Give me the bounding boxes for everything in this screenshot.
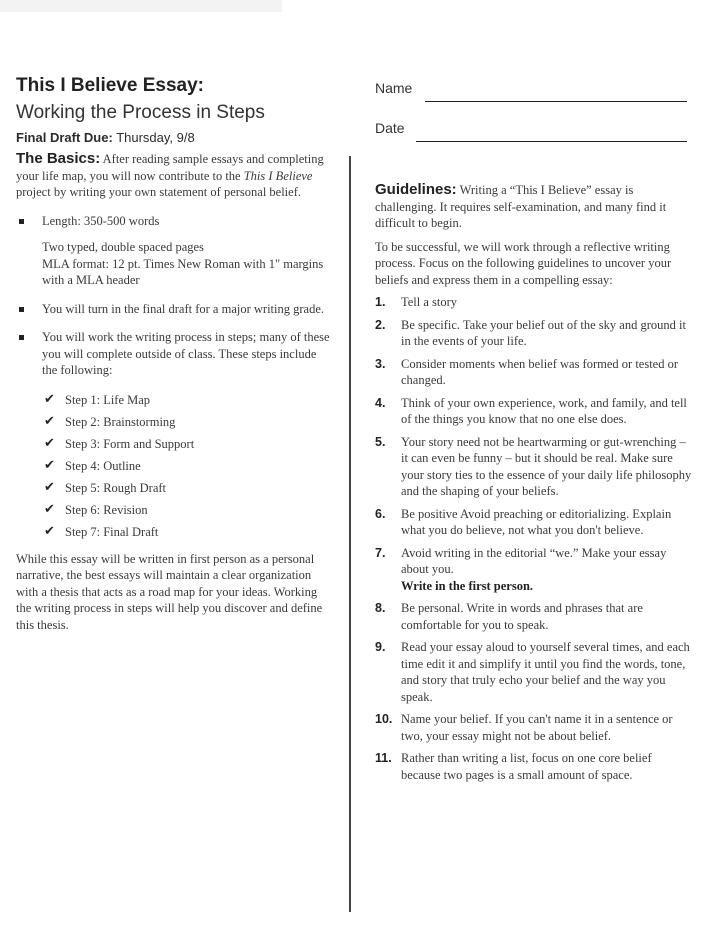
guideline-text: Be specific. Take your belief out of the sky and ground it in the events of your life. [401,317,686,348]
bullet-subline: Two typed, double spaced pages [42,240,204,254]
basics-heading: The Basics: [16,150,101,167]
step-item [16,499,334,521]
guideline-item [375,600,693,633]
checkmark-icon: ✔ [44,391,55,407]
due-date [16,129,334,147]
right-column [375,80,693,789]
checkmark-icon: ✔ [44,501,55,517]
bullet-text: You will turn in the final draft for a major writing grade. [42,301,325,316]
due-value: Thursday, 9/8 [116,130,195,145]
guidelines-section [375,182,693,783]
guideline-number: 1. [375,295,386,309]
step-label: Step 3: Form and Support [65,436,195,451]
guidelines-intro [375,182,693,232]
guideline-item [375,545,693,595]
guidelines-para: To be successful, we will work through a reflective writing process. Focus on the following guidelines to uncover your beliefs and express them in a compelling essay: [375,239,672,287]
guideline-text: Think of your own experience, work, and family, and tell of the things you know that no one else does. [401,395,687,426]
bullet-subline: MLA format: 12 pt. Times New Roman with 1" margins with a MLA header [42,256,324,287]
guidelines-heading: Guidelines: [375,181,457,198]
guideline-item [375,711,693,744]
step-item [16,521,334,543]
step-item [16,455,334,477]
date-input-line[interactable] [416,141,687,143]
basics-intro-a: After reading sample essays and completing your life map, you will now contribute to the [16,152,324,183]
guideline-text: Rather than writing a list, focus on one core belief because two pages is a small amount of space. [401,751,652,782]
guideline-number: 10. [375,712,393,726]
bullet-text: You will work the writing process in steps; many of these you will complete outside of class. These steps include the following: [42,330,330,377]
guideline-number: 2. [375,317,386,332]
basics-closing: While this essay will be written in first person as a personal narrative, the best essays will maintain a clear organization with a thesis that acts as a road map for your ideas. Working the writing process in steps will help you discover and define this thesis. [16,551,323,632]
name-label: Name [375,80,413,96]
guideline-item [375,750,693,783]
guideline-text: Tell a story [401,295,458,309]
guideline-text: Be personal. Write in words and phrases that are comfortable for you to speak. [401,601,643,632]
guidelines-intro-text: Writing a “This I Believe” essay is challenging. It requires self-examination, and many find it difficult to begin. [375,183,667,230]
date-field[interactable] [375,120,693,160]
left-column [16,74,334,633]
checkmark-icon: ✔ [44,457,55,473]
bullet-subtext [42,239,334,289]
due-label: Final Draft Due: [16,130,113,145]
step-label: Step 5: Rough Draft [65,480,167,495]
guideline-number: 11. [375,751,392,765]
guideline-number: 8. [375,601,386,615]
step-item [16,389,334,411]
guideline-number: 4. [375,395,386,410]
guideline-text: Avoid writing in the editorial “we.” Make your essay about you. [401,545,667,576]
steps-list [16,389,334,543]
column-divider [349,156,351,912]
guideline-text: Name your belief. If you can't name it in a sentence or two, your essay might not be about belief. [401,712,673,743]
guideline-number: 6. [375,506,386,521]
checkmark-icon: ✔ [44,523,55,539]
guideline-item [375,434,693,500]
page-subtitle: Working the Process in Steps [16,102,265,123]
step-label: Step 2: Brainstorming [65,414,176,429]
guideline-number: 7. [375,545,386,560]
guideline-item [375,395,693,428]
guideline-item [375,294,693,311]
guideline-number: 5. [375,434,386,449]
date-label: Date [375,120,405,136]
checkmark-icon: ✔ [44,479,55,495]
basics-intro-italic: This I Believe [243,168,313,183]
checkmark-icon: ✔ [44,435,55,451]
bullet-text: Length: 350-500 words [42,213,160,228]
guideline-text: Your story need not be heartwarming or gut-wrenching – it can even be funny – but it should be real. Make sure your story ties to the essence of your daily life philosophy and the shaping of your beliefs. [401,434,692,498]
step-item [16,411,334,433]
page-title: This I Believe Essay: [16,75,204,96]
step-label: Step 7: Final Draft [65,524,159,539]
guideline-text: Consider moments when belief was formed or tested or changed. [401,356,679,387]
bullet-item [16,213,334,289]
basics-intro [16,151,334,201]
guideline-number: 3. [375,356,386,371]
step-label: Step 4: Outline [65,458,141,473]
guideline-text: Be positive Avoid preaching or editorializing. Explain what you do believe, not what you don't believe. [401,506,672,537]
bullet-item [16,301,334,318]
bullet-item [16,329,334,379]
guideline-number: 9. [375,640,386,654]
bullet-icon [19,219,24,224]
scan-shade [0,0,282,12]
step-item [16,433,334,455]
step-item [16,477,334,499]
step-label: Step 6: Revision [65,502,148,517]
basics-bullets [16,213,334,379]
guideline-emphasis: Write in the first person. [401,578,534,593]
guideline-item [375,506,693,539]
checkmark-icon: ✔ [44,413,55,429]
basics-intro-b: project by writing your own statement of personal belief. [16,185,301,199]
guideline-text: Read your essay aloud to yourself several times, and each time edit it and simplify it until you find the words, tone, and story that truly echo your belief and the way you speak. [401,640,690,704]
bullet-icon [19,307,24,312]
guideline-item [375,356,693,389]
step-label: Step 1: Life Map [65,392,151,407]
guidelines-list [375,294,693,783]
name-field[interactable] [375,80,693,120]
name-input-line[interactable] [425,101,687,103]
guideline-item [375,317,693,350]
guideline-item [375,639,693,705]
bullet-icon [19,335,24,340]
